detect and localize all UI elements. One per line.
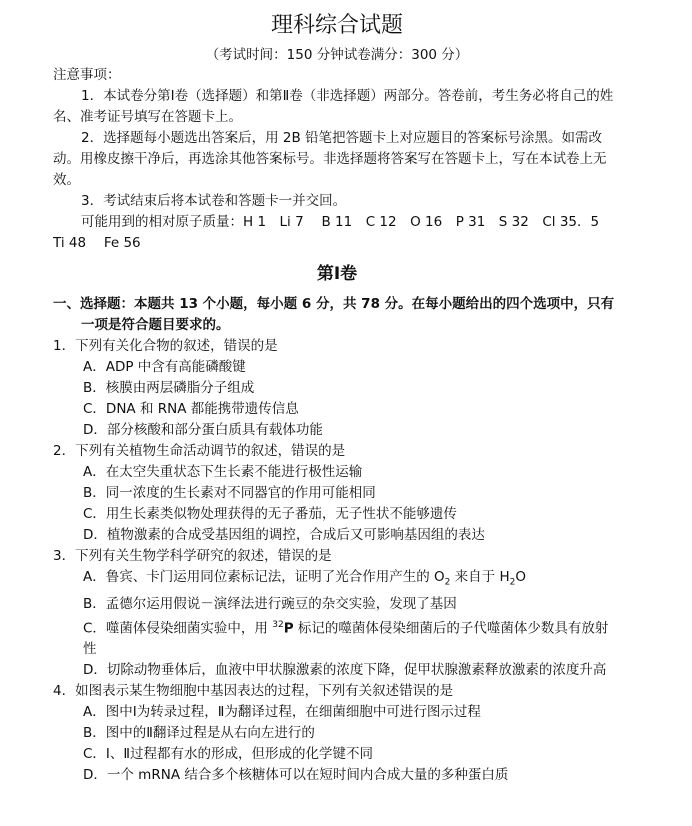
option-text: C．噬菌体侵染细菌实验中，用: [83, 620, 268, 637]
section-title: 第Ⅰ卷: [316, 264, 358, 284]
note-item: 1．本试卷分第Ⅰ卷（选择题）和第Ⅱ卷（非选择题）两部分。答卷前，考生务必将自己的姓名、准考证号填写在答题卡上。: [53, 88, 614, 125]
option-a: A．在太空失重状态下生长素不能进行极性运输: [83, 464, 363, 480]
exam-page: [0, 10, 621, 786]
question-3: [53, 546, 621, 681]
option-c: C．DNA 和 RNA 都能携带遗传信息: [83, 401, 299, 417]
exam-title: 理科综合试题: [270, 13, 403, 38]
note-item: 2．选择题每小题选出答案后，用 2B 铅笔把答题卡上对应题目的答案标号涂黑。如需改动。用橡皮擦干净后，再选涂其他答案标号。非选择题将答案写在答题卡上，写在本试卷上无效。: [53, 130, 607, 188]
option-text: 标记的噬菌体侵染细菌后的子代噬菌体少数具有放射性: [83, 620, 609, 658]
option-b: B．图中的Ⅱ翻译过程是从右向左进行的: [83, 725, 315, 742]
exam-subtitle: （考试时间：150 分钟试卷满分：300 分）: [205, 47, 469, 63]
subscript: 2: [509, 577, 516, 588]
note-item: 3．考试结束后将本试卷和答题卡一并交回。: [81, 193, 347, 209]
option-d: D．植物激素的合成受基因组的调控，合成后又可影响基因组的表达: [83, 527, 485, 543]
question-stem: 3．下列有关生物学科学研究的叙述，错误的是: [53, 548, 332, 564]
option-b: B．核膜由两层磷脂分子组成: [83, 380, 255, 396]
option-c: C．Ⅰ、Ⅱ过程都有水的形成，但形成的化学键不同: [83, 746, 374, 763]
section-instruction: 一、选择题：本题共 13 个小题，每小题 6 分，共 78 分。在每小题给出的四个选项中，只有一项是符合题目要求的。: [53, 296, 615, 333]
subscript: 2: [444, 577, 451, 588]
superscript: 32: [272, 619, 284, 630]
question-1: [53, 336, 621, 441]
option-a: A．ADP 中含有高能磷酸键: [83, 359, 246, 375]
option-d: D．部分核酸和部分蛋白质具有载体功能: [83, 422, 323, 438]
option-text: O: [515, 569, 526, 585]
question-2: [53, 441, 621, 546]
option-d: D．切除动物垂体后，血液中甲状腺激素的浓度下降，促甲状腺激素释放激素的浓度升高: [83, 662, 607, 679]
atomic-masses: 可能用到的相对原子质量：H 1 Li 7 B 11 C 12 O 16 P 31 S 32 Cl 35．5 Ti 48 Fe 56: [53, 214, 613, 251]
question-4: [53, 681, 621, 786]
question-stem: 2．下列有关植物生命活动调节的叙述，错误的是: [53, 443, 346, 459]
option-a: A．图中Ⅰ为转录过程，Ⅱ为翻译过程，在细菌细胞中可进行图示过程: [83, 704, 481, 721]
option-b: B．同一浓度的生长素对不同器官的作用可能相同: [83, 485, 376, 501]
question-stem: 4．如图表示某生物细胞中基因表达的过程，下列有关叙述错误的是: [53, 683, 454, 700]
option-text: A．鲁宾、卡门运用同位素标记法，证明了光合作用产生的 O: [83, 569, 445, 585]
option-b: B．孟德尔运用假说－演绎法进行豌豆的杂交实验，发现了基因: [83, 595, 457, 612]
option-c: [53, 615, 621, 661]
option-text: 来自于 H: [450, 569, 510, 585]
option-c: C．用生长素类似物处理获得的无子番茄，无子性状不能够遗传: [83, 506, 457, 522]
notes-heading: 注意事项：: [53, 67, 121, 83]
element-symbol: P: [283, 620, 294, 637]
question-stem: 1．下列有关化合物的叙述，错误的是: [53, 338, 278, 354]
option-a: [53, 567, 621, 594]
option-d: D．一个 mRNA 结合多个核糖体可以在短时间内合成大量的多种蛋白质: [83, 767, 509, 784]
